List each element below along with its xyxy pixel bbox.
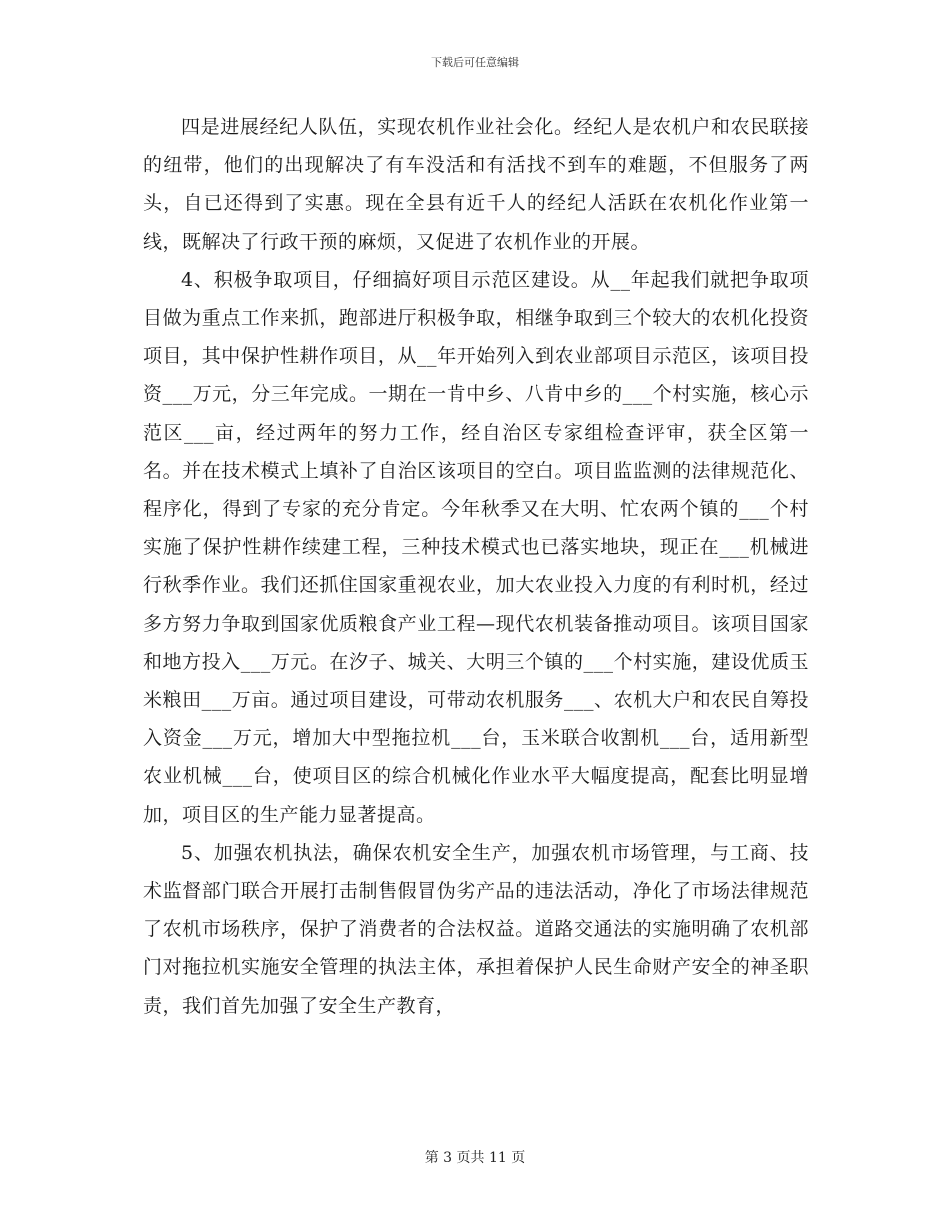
page-number: 第 3 页共 11 页 xyxy=(424,1150,526,1166)
document-body xyxy=(143,108,809,1025)
paragraph-project-demo: 4、积极争取项目，仔细搞好项目示范区建设。从__年起我们就把争取项目做为重点工作来抓，跑部进厅积极争取，相继争取到三个较大的农机化投资项目，其中保护性耕作项目，从__年开始列入到农业部项目示范区，该项目投资___万元，分三年完成。一期在一肯中乡、八肯中乡的___个村实施，核心示范区___亩，经过两年的努力工作，经自治区专家组检查评审，获全区第一名。并在技术模式上填补了自治区该项目的空白。项目监监测的法律规范化、程序化，得到了专家的充分肯定。今年秋季又在大明、忙农两个镇的___个村实施了保护性耕作续建工程，三种技术模式也已落实地块，现正在___机械进行秋季作业。我们还抓住国家重视农业，加大农业投入力度的有利时机，经过多方努力争取到国家优质粮食产业工程—现代农机装备推动项目。该项目国家和地方投入___万元。在汐子、城关、大明三个镇的___个村实施，建设优质玉米粮田___万亩。通过项目建设，可带动农机服务___、农机大户和农民自筹投入资金___万元，增加大中型拖拉机___台，玉米联合收割机___台，适用新型农业机械___台，使项目区的综合机械化作业水平大幅度提高，配套比明显增加，项目区的生产能力显著提高。 xyxy=(143,268,809,826)
page-header-note: 下载后可任意编辑 xyxy=(431,56,519,69)
paragraph-broker-team: 四是进展经纪人队伍，实现农机作业社会化。经纪人是农机户和农民联接的纽带，他们的出现解决了有车没活和有活找不到车的难题，不但服务了两头，自已还得到了实惠。现在全县有近千人的经纪人活跃在农机化作业第一线，既解决了行政干预的麻烦，又促进了农机作业的开展。 xyxy=(143,116,809,253)
paragraph-law-enforcement: 5、加强农机执法，确保农机安全生产，加强农机市场管理，与工商、技术监督部门联合开展打击制售假冒伪劣产品的违法活动，净化了市场法律规范了农机市场秩序，保护了消费者的合法权益。道路交通法的实施明确了农机部门对拖拉机实施安全管理的执法主体，承担着保护人民生命财产安全的神圣职责，我们首先加强了安全生产教育， xyxy=(143,841,809,1017)
